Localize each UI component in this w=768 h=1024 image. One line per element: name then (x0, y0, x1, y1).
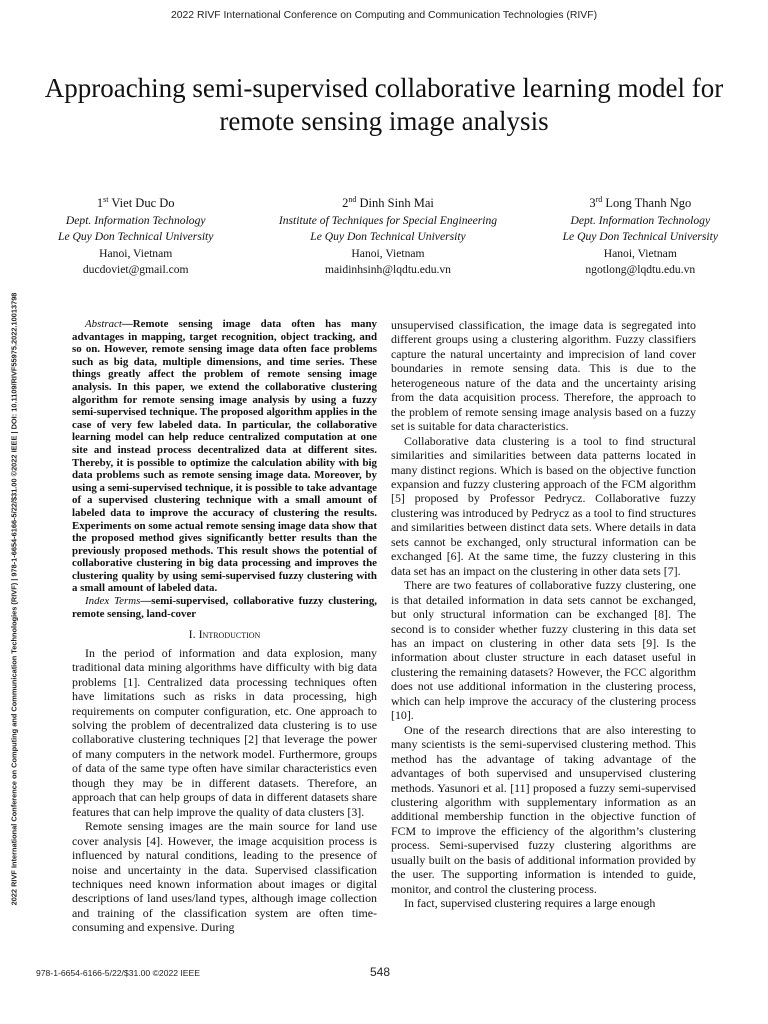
index-terms-text: semi-supervised, collaborative fuzzy clustering, remote sensing, land-cover (72, 595, 377, 620)
author-name: Dinh Sinh Mai (359, 196, 434, 211)
index-terms-label: Index Terms (85, 595, 141, 608)
doi-sidebar-text: 2022 RIVF International Conference on Computing and Communication Technologies (RIVF) | 978-1-6654-6166-5/22/$31.00 ©2022 IEEE | DOI: 10.1109/RIVF55975.2022.10013798 (9, 292, 19, 906)
author-ordinal: 3 (589, 196, 596, 211)
author-ordinal-suffix: rd (595, 195, 603, 204)
abstract-label: Abstract (85, 318, 122, 330)
body-paragraph: Collaborative data clustering is a tool to find structural similarities and similarities between data patterns located in many distinct regions. Which is based on the objective function expansion and fuzzy clustering approach of the FCM algorithm [5] proposed by Professor Pedrycz. Collaborative fuzzy clustering was introduced by Pedrycz as a tool to find structures and similarities between distinct data sets. Where details in data sets cannot be exchanged, only structural information can be exchanged [6]. At the same time, the fuzzy clustering in this data set has an impact on the clustering in other data sets [7]. (391, 433, 696, 578)
body-paragraph: unsupervised classification, the image data is segregated into different groups using a clustering algorithm. Fuzzy classifiers capture the natural uncertainty and imprecision of land cover boundaries in remote sensing data. This is due to the heterogeneous nature of the data and the uncertainty arising from the data acquisition process. Therefore, the approach to the problem of remote sensing image analysis based on a fuzzy set is suitable for data characteristics. (391, 318, 696, 434)
conference-header: 2022 RIVF International Conference on Computing and Communication Technologies (RIVF) (170, 10, 598, 21)
author-block (58, 192, 718, 279)
author-email: ducdoviet@gmail.com (82, 263, 189, 277)
author-organization: Le Quy Don Technical University (310, 230, 466, 244)
author-2 (279, 192, 497, 279)
author-ordinal: 1 (96, 196, 104, 211)
author-ordinal-suffix: st (103, 195, 109, 204)
author-organization: Le Quy Don Technical University (562, 230, 718, 244)
author-name: Viet Duc Do (111, 196, 175, 211)
author-ordinal-suffix: nd (348, 195, 357, 204)
body-paragraph: In the period of information and data explosion, many traditional data mining algorithms have difficulty with big data problems [1]. Centralized data processing techniques often have limitations such as risks in data processing, high requirements on computer configuration, etc. One approach to solving the problem of decentralized data clustering is to use collaborative clustering techniques [2] that leverage the power of many computers in the network model. Furthermore, groups of data of the same type often have similar characteristics even though they may be in different datasets. Therefore, an approach that can help groups of data in different datasets share features that can help improve the quality of data clusters [3]. (72, 645, 377, 819)
abstract: Abstract—Remote sensing image data often has many advantages in mapping, target recognition, object tracking, and so on. However, remote sensing image data often face problems such as big data, multiple dimensions, and time series. These things greatly affect the problem of remote sensing image analysis. In this paper, we extend the collaborative clustering algorithm for remote sensing image analysis by using a fuzzy semi-supervised technique. The proposed algorithm applies in the case of very few labeled data. In particular, the collaborative learning model can help reduce centralized computation at one site and instead process decentralized data at different sites. Thereby, it is possible to optimize the calculation ability with big data problems such as remote sensing image data. Moreover, by using a semi-supervised technique, it is possible to take advantage of a supervised clustering technique with a small amount of labeled data to improve the accuracy of clustering the results. Experiments on some actual remote sensing image data show that the proposed method gives significantly better results than the previously proposed methods. This result shows the potential of collaborative clustering in big data processing and improves the clustering quality by using semi-supervised fuzzy clustering with a small amount of labeled data. (72, 318, 377, 595)
paper-title: Approaching semi-supervised collaborative learning model for remote sensing image analysis (44, 73, 724, 136)
body-paragraph: There are two features of collaborative fuzzy clustering, one is that detailed information in data sets cannot be exchanged, but only structural information can be exchanged [8]. The second is to consider whether fuzzy clustering in this data set has an impact on clustering in other data sets [9]. Is the information about cluster structure in each dataset useful in clustering the remaining datasets? However, the FCC algorithm does not use additional information in the clustering process, which can help improve the accuracy of the clustering process [10]. (391, 578, 696, 723)
section-heading: I. Introduction (188, 627, 261, 642)
author-city: Hanoi, Vietnam (351, 246, 425, 260)
author-ordinal: 2 (342, 196, 349, 211)
author-city: Hanoi, Vietnam (603, 246, 677, 260)
abstract-text: Remote sensing image data often has many advantages in mapping, target recognition, object tracking, and so on. However, remote sensing image data often face problems such as big data, multiple dimensions, and time series. These things greatly affect the problem of remote sensing image analysis. In this paper, we extend the collaborative clustering algorithm for remote sensing image analysis by using a fuzzy semi-supervised technique. The proposed algorithm applies in the case of very few labeled data. In particular, the collaborative learning model can help reduce centralized computation at one site and instead process decentralized data at different sites. Thereby, it is possible to optimize the calculation ability with big data problems such as remote sensing image data. Moreover, by using a semi-supervised technique, it is possible to take advantage of a supervised clustering technique with a small amount of labeled data to improve the accuracy of clustering the results. Experiments on some actual remote sensing image data show that the proposed method gives significantly better results than the previously proposed methods. This result shows the potential of collaborative clustering in big data processing and improves the clustering quality by using semi-supervised fuzzy clustering with a small amount of labeled data. (72, 318, 377, 595)
author-email: maidinhsinh@lqdtu.edu.vn (325, 263, 451, 277)
right-column (391, 318, 696, 911)
page-number: 548 (370, 965, 391, 979)
copyright-footer: 978-1-6654-6166-5/22/$31.00 ©2022 IEEE (36, 968, 201, 978)
left-column (72, 318, 377, 935)
body-paragraph: In fact, supervised clustering requires a large enough (404, 896, 656, 911)
author-department: Dept. Information Technology (570, 213, 711, 227)
author-department: Institute of Techniques for Special Engineering (278, 213, 498, 227)
doi-sidebar (4, 240, 24, 958)
author-3 (563, 192, 718, 279)
author-email: ngotlong@lqdtu.edu.vn (585, 263, 696, 277)
body-paragraph: One of the research directions that are also interesting to many scientists is the semi-supervised clustering method. This method has the advantage of taking advantage of the advantages of both supervised and unsupervised clustering methods. Yasunori et al. [11] proposed a fuzzy semi-supervised clustering algorithm with supplementary information as an additional membership function in the objective function of FCM to improve the efficiency of the algorithm’s clustering process. Semi-supervised fuzzy clustering algorithms are usually built on the basis of additional information provided by the user. The supporting information is intended to guide, monitor, and control the clustering process. (391, 722, 696, 896)
author-department: Dept. Information Technology (65, 213, 206, 227)
author-city: Hanoi, Vietnam (99, 246, 173, 260)
author-name: Long Thanh Ngo (605, 196, 692, 211)
author-organization: Le Quy Don Technical University (58, 230, 214, 244)
author-1 (58, 192, 213, 279)
index-terms: Index Terms—semi-supervised, collaborative fuzzy clustering, remote sensing, land-cover (72, 595, 377, 620)
body-paragraph: Remote sensing images are the main source for land use cover analysis [4]. However, the image acquisition process is influenced by natural conditions, leading to the presence of noise and uncertainty in the data. Supervised classification techniques need known information about images or digital descriptions of land uses/land types, although image collection and training of the classification system are often time-consuming and expensive. During (72, 819, 377, 935)
